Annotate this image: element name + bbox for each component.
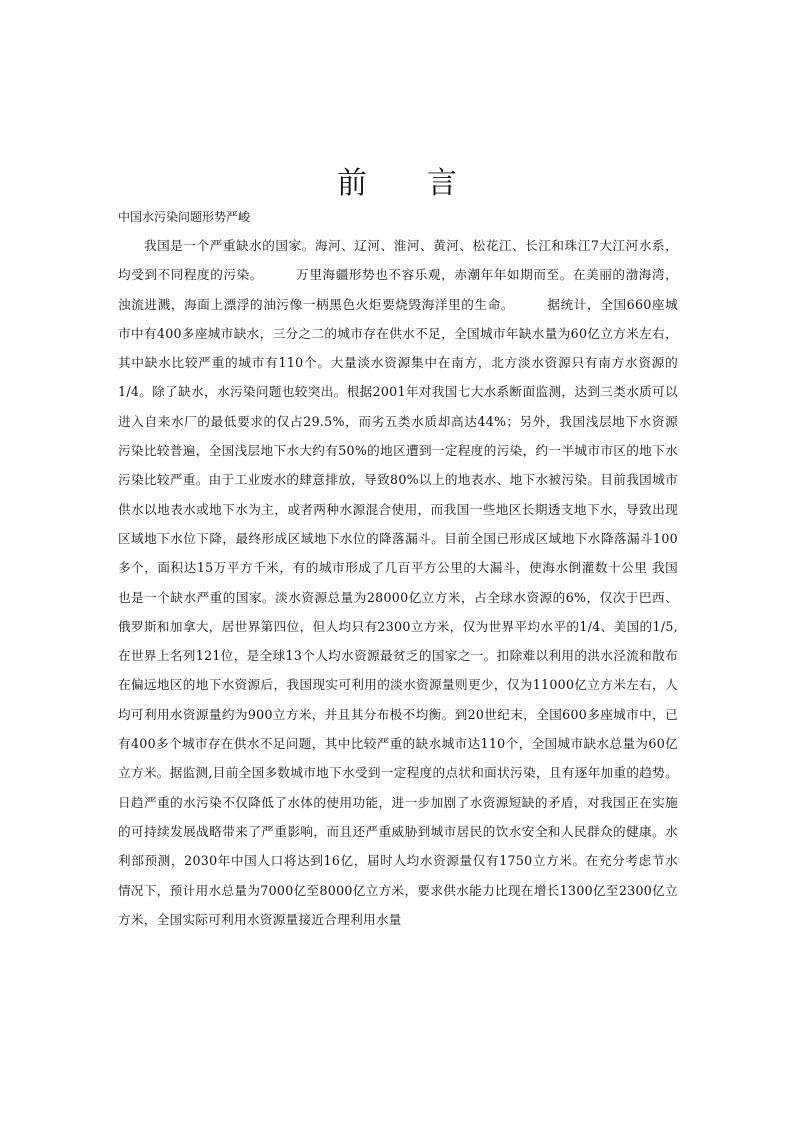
body-paragraph: 我国是一个严重缺水的国家。海河、辽河、淮河、黄河、松花江、长江和珠江7大江河水系，均受到不同程度的污染。 万里海疆形势也不容乐观，赤潮年年如期而至。在美丽的渤海湾，浊流进溅，海面上漂浮的油污像一柄黑色火炬要烧毁海洋里的生命。 据统计，全国660座城市中有400多座城市缺水，三分之二的城市存在供水不足，全国城市年缺水量为60亿立方米左右，其中缺水比较严重的城市有110个。大量淡水资源集中在南方，北方淡水资源只有南方水资源的1/4。除了缺水，水污染问题也较突出。根据2001年对我国七大水系断面监测，达到三类水质可以进入自来水厂的最低要求的仅占29.5%，而劣五类水质却高达44%；另外，我国浅层地下水资源污染比较普遍，全国浅层地下水大约有50%的地区遭到一定程度的污染，约一半城市市区的地下水污染比较严重。由于工业废水的肆意排放，导致80%以上的地表水、地下水被污染。目前我国城市供水以地表水或地下水为主，或者两种水源混合使用，而我国一些地区长期透支地下水，导致出现区域地下水位下降，最终形成区域地下水位的降落漏斗。目前全国已形成区域地下水降落漏斗100多个，面积达15万平方千米，有的城市形成了几百平方公里的大漏斗，使海水倒灌数十公里 我国也是一个缺水严重的国家。淡水资源总量为28000亿立方米，占全球水资源的6%，仅次于巴西、俄罗斯和加拿大，居世界第四位，但人均只有2300立方米，仅为世界平均水平的1/4、美国的1/5,在世界上名列121位，是全球13个人均水资源最贫乏的国家之一。扣除难以利用的洪水泾流和散布在偏远地区的地下水资源后，我国现实可利用的淡水资源量则更少，仅为11000亿立方米左右，人均可利用水资源量约为900立方米，并且其分布极不均衡。到20世纪末，全国600多座城市中，已有400多个城市存在供水不足问题，其中比较严重的缺水城市达110个，全国城市缺水总量为60亿立方米。据监测,目前全国多数城市地下水受到一定程度的点状和面状污染，且有逐年加重的趋势。日趋严重的水污染不仅降低了水体的使用功能，进一步加剧了水资源短缺的矛盾，对我国正在实施的可持续发展战略带来了严重影响，而且还严重威胁到城市居民的饮水安全和人民群众的健康。水利部预测，2030年中国人口将达到16亿，届时人均水资源量仅有1750立方米。在充分考虑节水情况下，预计用水总量为7000亿至8000亿立方米，要求供水能力比现在增长1300亿至2300亿立方米，全国实际可利用水资源量接近合理利用水量 bbox=[118, 238, 678, 927]
page-title: 前言 bbox=[337, 166, 517, 201]
section-heading: 中国水污染问题形势严峻 bbox=[118, 210, 251, 224]
